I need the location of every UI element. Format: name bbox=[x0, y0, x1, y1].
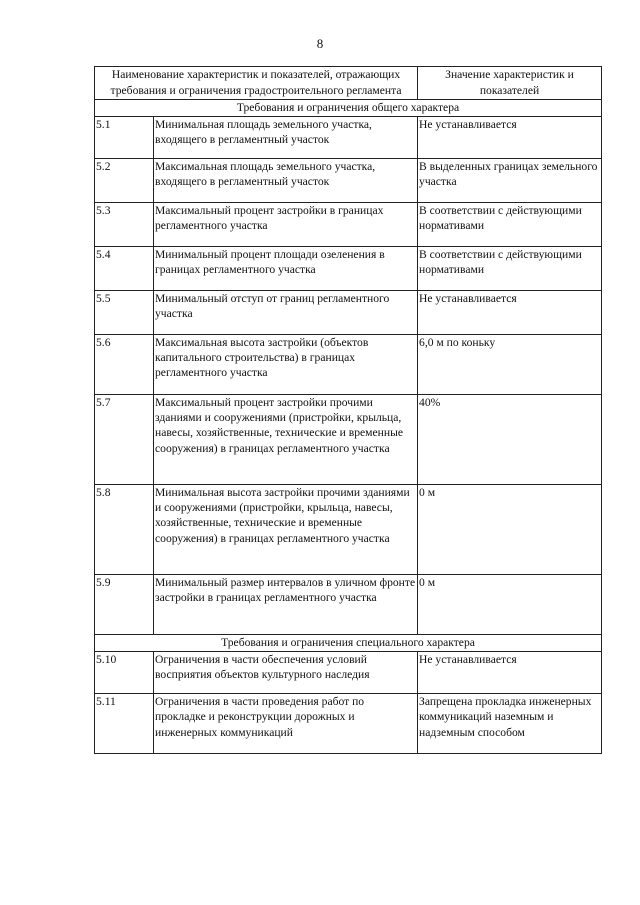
row-name: Ограничения в части обеспечения условий восприятия объектов культурного наследия bbox=[154, 652, 418, 694]
table-row bbox=[95, 575, 602, 635]
row-value: В соответствии с действующими нормативами bbox=[418, 203, 602, 247]
row-value: Не устанавливается bbox=[418, 117, 602, 159]
row-number: 5.2 bbox=[95, 159, 154, 203]
section-row bbox=[95, 100, 602, 117]
row-name: Минимальный размер интервалов в уличном фронте застройки в границах регламентного участка bbox=[154, 575, 418, 635]
row-name: Минимальная высота застройки прочими зданиями и сооружениями (пристройки, крыльца, навесы, хозяйственные, технические и временные сооружения) в границах регламентного участка bbox=[154, 485, 418, 575]
table-row bbox=[95, 335, 602, 395]
row-name: Максимальный процент застройки прочими зданиями и сооружениями (пристройки, крыльца, навесы, хозяйственные, технические и временные сооружения) в границах регламентного участка bbox=[154, 395, 418, 485]
row-value: В выделенных границах земельного участка bbox=[418, 159, 602, 203]
table-row bbox=[95, 247, 602, 291]
row-name: Минимальный процент площади озеленения в границах регламентного участка bbox=[154, 247, 418, 291]
row-name: Минимальный отступ от границ регламентного участка bbox=[154, 291, 418, 335]
row-number: 5.8 bbox=[95, 485, 154, 575]
page-number: 8 bbox=[316, 36, 324, 51]
row-number: 5.7 bbox=[95, 395, 154, 485]
header-name: Наименование характеристик и показателей, отражающих требования и ограничения градостроительного регламента bbox=[95, 67, 418, 100]
section-row bbox=[95, 635, 602, 652]
row-value: Запрещена прокладка инженерных коммуникаций наземным и надземным способом bbox=[418, 694, 602, 754]
section-title: Требования и ограничения специального характера bbox=[95, 635, 602, 652]
row-number: 5.11 bbox=[95, 694, 154, 754]
table-row bbox=[95, 117, 602, 159]
table-row bbox=[95, 395, 602, 485]
row-name: Максимальная площадь земельного участка, входящего в регламентный участок bbox=[154, 159, 418, 203]
table-row bbox=[95, 291, 602, 335]
table-row bbox=[95, 652, 602, 694]
row-name: Максимальный процент застройки в границах регламентного участка bbox=[154, 203, 418, 247]
row-number: 5.4 bbox=[95, 247, 154, 291]
table-row bbox=[95, 694, 602, 754]
row-value: Не устанавливается bbox=[418, 652, 602, 694]
row-number: 5.9 bbox=[95, 575, 154, 635]
table-row bbox=[95, 203, 602, 247]
row-number: 5.3 bbox=[95, 203, 154, 247]
row-number: 5.6 bbox=[95, 335, 154, 395]
section-title: Требования и ограничения общего характера bbox=[95, 100, 602, 117]
row-value: 6,0 м по коньку bbox=[418, 335, 602, 395]
table-row bbox=[95, 159, 602, 203]
table-header-row bbox=[95, 67, 602, 100]
row-value: В соответствии с действующими нормативами bbox=[418, 247, 602, 291]
row-value: Не устанавливается bbox=[418, 291, 602, 335]
row-value: 40% bbox=[418, 395, 602, 485]
row-number: 5.1 bbox=[95, 117, 154, 159]
row-number: 5.5 bbox=[95, 291, 154, 335]
row-name: Ограничения в части проведения работ по прокладке и реконструкции дорожных и инженерных коммуникаций bbox=[154, 694, 418, 754]
header-value: Значение характеристик и показателей bbox=[418, 67, 602, 100]
row-name: Минимальная площадь земельного участка, входящего в регламентный участок bbox=[154, 117, 418, 159]
row-value: 0 м bbox=[418, 575, 602, 635]
table-row bbox=[95, 485, 602, 575]
row-name: Максимальная высота застройки (объектов капитального строительства) в границах регламентного участка bbox=[154, 335, 418, 395]
row-value: 0 м bbox=[418, 485, 602, 575]
regulation-table bbox=[94, 66, 602, 754]
row-number: 5.10 bbox=[95, 652, 154, 694]
